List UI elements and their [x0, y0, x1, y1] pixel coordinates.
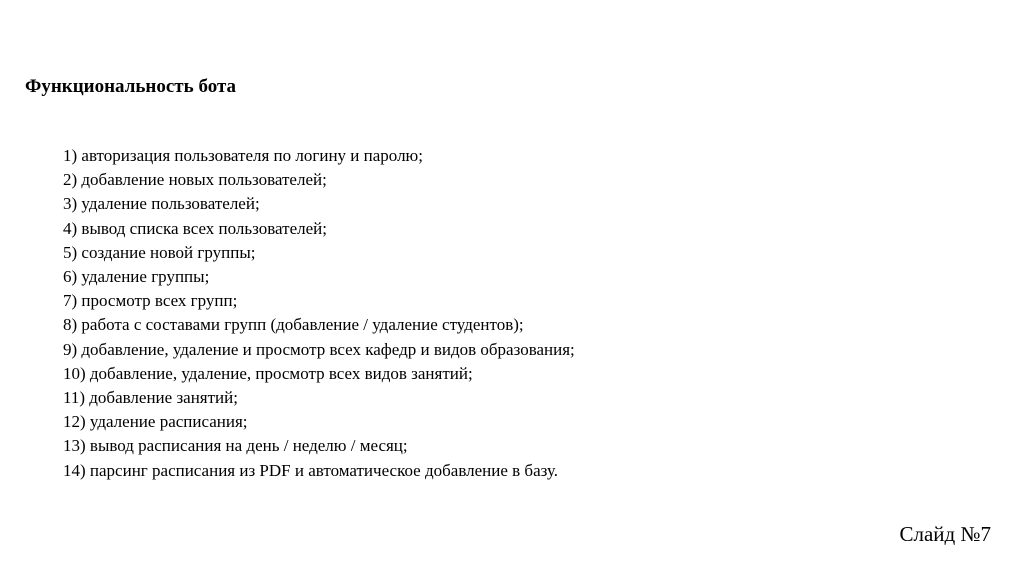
feature-list: [63, 144, 575, 483]
list-item: 6) удаление группы;: [63, 267, 210, 287]
list-item: 12) удаление расписания;: [63, 412, 248, 432]
list-item: 1) авторизация пользователя по логину и паролю;: [63, 146, 423, 165]
list-item: 7) просмотр всех групп;: [63, 291, 238, 311]
list-item: 14) парсинг расписания из PDF и автоматическое добавление в базу.: [63, 460, 559, 480]
list-item: 10) добавление, удаление, просмотр всех видов занятий;: [63, 363, 473, 383]
list-item: 13) вывод расписания на день / неделю / месяц;: [63, 436, 408, 456]
list-item: 4) вывод списка всех пользователей;: [63, 218, 327, 238]
list-item: 3) удаление пользователей;: [63, 194, 260, 214]
list-item: 2) добавление новых пользователей;: [63, 170, 327, 190]
slide-title: Функциональность бота: [25, 76, 237, 97]
slide-number: Слайд №7: [899, 522, 991, 546]
list-item: 11) добавление занятий;: [63, 388, 238, 408]
list-item: 9) добавление, удаление и просмотр всех кафедр и видов образования;: [63, 339, 575, 359]
list-item: 8) работа с составами групп (добавление / удаление студентов);: [63, 315, 524, 335]
list-item: 5) создание новой группы;: [63, 242, 256, 262]
